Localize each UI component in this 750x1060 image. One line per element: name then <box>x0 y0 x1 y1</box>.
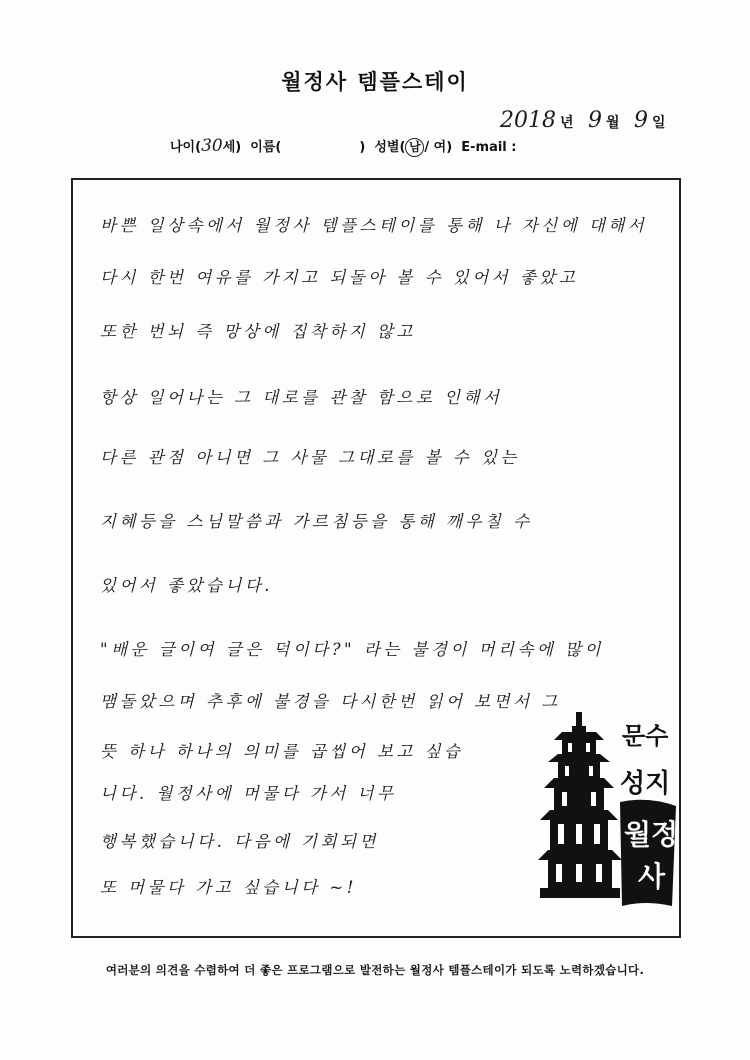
handwritten-line: 다시 한번 여유를 가지고 되돌아 볼 수 있어서 좋았고 <box>100 268 579 287</box>
stamp-text-top: 문수 <box>622 722 669 750</box>
handwritten-line: 바쁜 일상속에서 월정사 템플스테이를 통해 나 자신에 대해서 <box>100 216 648 235</box>
date-day-unit: 일 <box>651 115 666 131</box>
handwritten-line: 맴돌았으며 추후에 불경을 다시한번 읽어 보면서 그 <box>100 692 561 711</box>
date-year-unit: 년 <box>560 115 574 131</box>
date-row <box>498 108 674 133</box>
age-label: 나이( <box>170 140 202 155</box>
stamp-text-mid: 성지 <box>620 769 671 799</box>
handwritten-line: 또 머물다 가고 싶습니다 ~! <box>100 878 357 897</box>
age-unit: 세) <box>222 140 242 155</box>
handwritten-line: 지혜등을 스님말씀과 가르침등을 통해 깨우칠 수 <box>100 512 533 531</box>
stamp-text-bottom: 월정 <box>624 818 679 851</box>
stamp-text-last: 사 <box>638 860 666 893</box>
participant-info-row <box>170 136 586 157</box>
handwritten-line: 있어서 좋았습니다. <box>100 576 274 595</box>
date-month: 9 <box>587 108 602 133</box>
form-title: 월정사 템플스테이 <box>281 70 469 94</box>
handwritten-line: 또한 번뇌 즉 망상에 집착하지 않고 <box>100 322 416 341</box>
date-month-unit: 월 <box>605 115 620 131</box>
handwritten-line: 니다. 월정사에 머물다 가서 너무 <box>100 784 397 803</box>
date-year: 2018 <box>500 108 556 133</box>
handwritten-line: 뜻 하나 하나의 의미를 곱씹어 보고 싶습 <box>100 742 464 761</box>
footer-note: 여러분의 의견을 수렴하여 더 좋은 프로그램으로 발전하는 월정사 템플스테이가 되도록 노력하겠습니다. <box>105 963 645 977</box>
email-label: E-mail : <box>461 140 517 155</box>
name-close: ) <box>359 140 366 155</box>
gender-rest: / 여) <box>424 140 453 155</box>
temple-stamp-logo <box>538 710 680 910</box>
age-value: 30 <box>201 136 223 156</box>
handwritten-line: 항상 일어나는 그 대로를 관찰 함으로 인해서 <box>100 388 503 407</box>
handwritten-line: 다른 관점 아니면 그 사물 그대로를 볼 수 있는 <box>100 448 520 467</box>
handwritten-line: 행복했습니다. 다음에 기회되면 <box>100 832 379 851</box>
handwritten-line: "배운 글이여 글은 덕이다?" 라는 불경이 머리속에 많이 <box>100 640 604 659</box>
name-label: 이름( <box>250 140 282 155</box>
date-day: 9 <box>633 108 648 133</box>
gender-male-circled: 남 <box>405 138 424 157</box>
gender-label: 성별( <box>374 140 406 155</box>
